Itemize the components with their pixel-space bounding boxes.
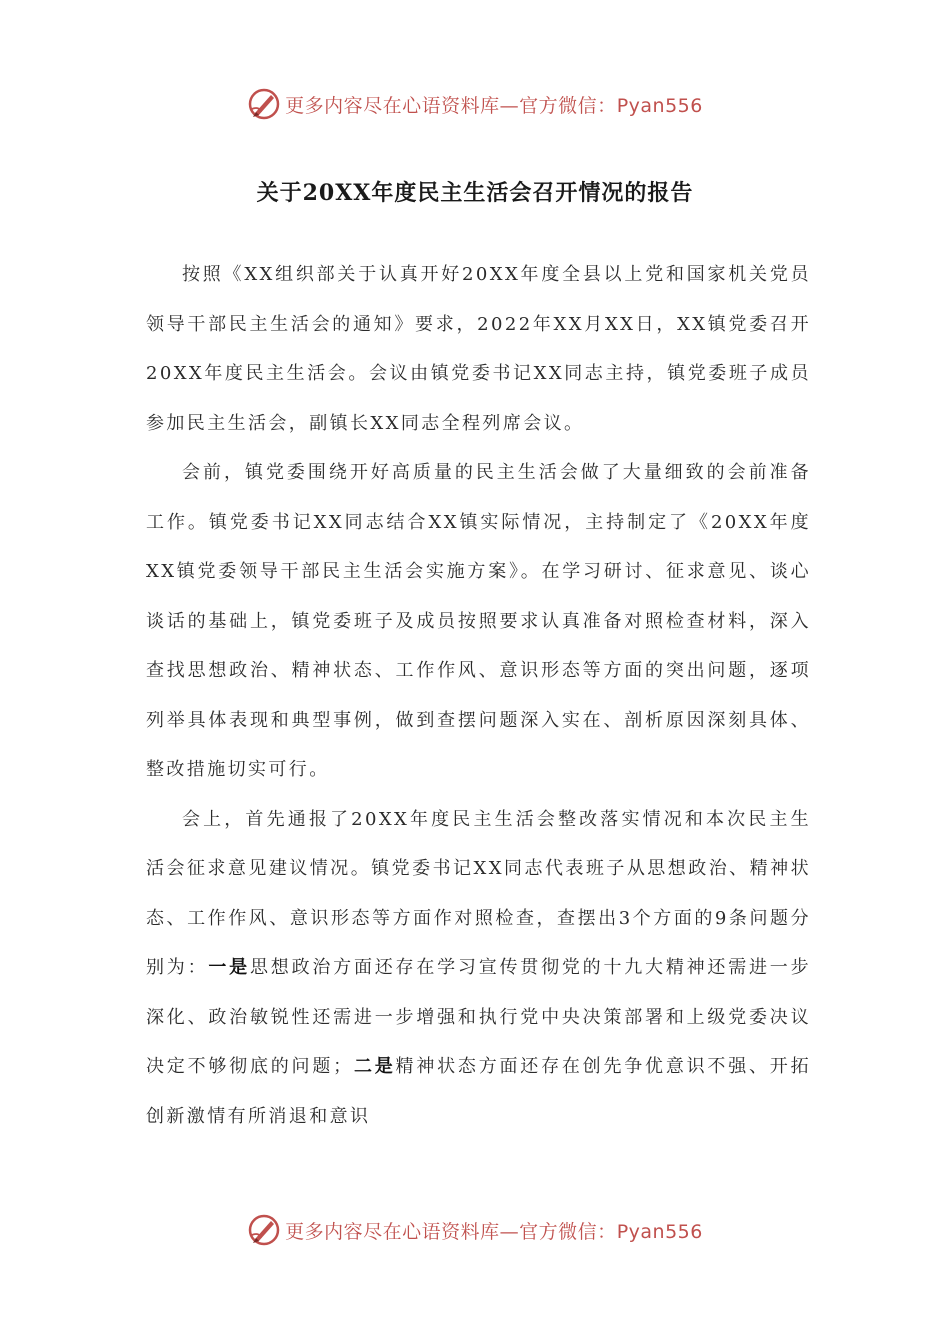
wechat-id: Pyan556 <box>616 94 703 117</box>
header-banner <box>0 84 950 124</box>
paragraph-3: 会上，首先通报了20XX年度民主生活会整改落实情况和本次民主生活会征求意见建议情况。镇党委书记XX同志代表班子从思想政治、精神状态、工作作风、意识形态等方面作对照检查，查摆出3个方面的9条问题分别为：一是思想政治方面还存在学习宣传贯彻党的十九大精神还需进一步深化、政治敏锐性还需进一步增强和执行党中央决策部署和上级党委决议决定不够彻底的问题；二是精神状态方面还存在创先争优意识不强、开拓创新激情有所消退和意识 <box>146 808 811 1127</box>
footer-banner <box>0 1210 950 1250</box>
pen-logo-icon <box>247 87 281 121</box>
document-title: 关于20XX年度民主生活会召开情况的报告 <box>256 180 694 206</box>
bold-marker-two: 二是 <box>353 1056 396 1077</box>
wechat-id: Pyan556 <box>616 1220 703 1243</box>
paragraph-2: 会前，镇党委围绕开好高质量的民主生活会做了大量细致的会前准备工作。镇党委书记XX同志结合XX镇实际情况，主持制定了《20XX年度XX镇党委领导干部民主生活会实施方案》。在学习研讨、征求意见、谈心谈话的基础上，镇党委班子及成员按照要求认真准备对照检查材料，深入查找思想政治、精神状态、工作作风、意识形态等方面的突出问题，逐项列举具体表现和典型事例，做到查摆问题深入实在、剖析原因深刻具体、整改措施切实可行。 <box>146 462 811 780</box>
header-banner-text: 更多内容尽在心语资料库—官方微信：Pyan556 <box>285 94 703 117</box>
paragraph-1: 按照《XX组织部关于认真开好20XX年度全县以上党和国家机关党员领导干部民主生活会的通知》要求，2022年XX月XX日，XX镇党委召开20XX年度民主生活会。会议由镇党委书记XX同志主持，镇党委班子成员参加民主生活会，副镇长XX同志全程列席会议。 <box>146 264 811 434</box>
pen-logo-icon <box>247 1213 281 1247</box>
bold-marker-one: 一是 <box>208 957 250 978</box>
document-body <box>146 250 811 1141</box>
footer-banner-text: 更多内容尽在心语资料库—官方微信：Pyan556 <box>285 1220 703 1243</box>
